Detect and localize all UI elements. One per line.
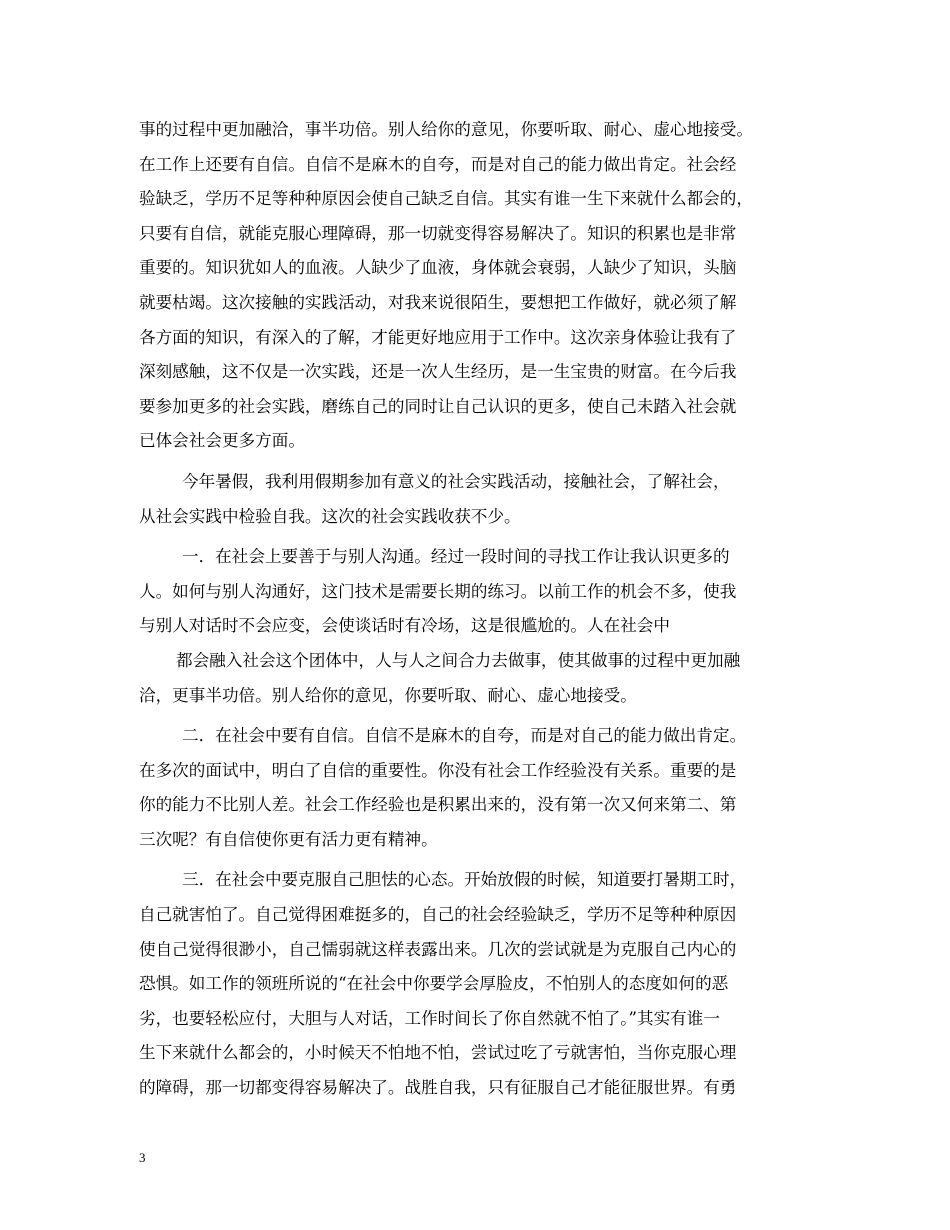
document-body [139,113,823,1106]
text-line: 使自己觉得很渺小，自己懦弱就这样表露出来。几次的尝试就是为克服自己内心的 [139,939,737,959]
text-line: 事的过程中更加融洽，事半功倍。别人给你的意见，你要听取、耐心、虚心地接受。 [139,120,753,139]
text-line: 劣，也要轻松应付，大胆与人对话，工作时间长了你自然就不怕了。”其实有谁一 [139,1008,720,1028]
text-line: 已体会社会更多方面。 [139,431,305,451]
section-one-heading-line: 一．在社会上要善于与别人沟通。经过一段时间的寻找工作让我认识更多的 [182,547,730,567]
text-line: 深刻感触，这不仅是一次实践，还是一次人生经历，是一生宝贵的财富。在今后我 [139,362,737,382]
text-line: 要参加更多的社会实践，磨练自己的同时让自己认识的更多，使自己未踏入社会就 [139,396,737,416]
text-line: 就要枯竭。这次接触的实践活动，对我来说很陌生，要想把工作做好，就必须了解 [139,292,737,312]
text-line: 人。如何与别人沟通好，这门技术是需要长期的练习。以前工作的机会不多，使我 [139,581,737,601]
text-line: 都会融入社会这个团体中，人与人之间合力去做事，使其做事的过程中更加融 [176,650,741,670]
text-line: 在多次的面试中，明白了自信的重要性。你没有社会工作经验没有关系。重要的是 [139,760,737,780]
text-line: 恐惧。如工作的领班所说的“在社会中你要学会厚脸皮，不怕别人的态度如何的恶 [139,974,729,994]
text-line: 自己就害怕了。自己觉得困难挺多的，自己的社会经验缺乏，学历不足等种种原因 [139,905,737,925]
text-line: 重要的。知识犹如人的血液。人缺少了血液，身体就会衰弱，人缺少了知识，头脑 [139,258,737,278]
page-number: 3 [139,1150,146,1165]
text-line: 验缺乏，学历不足等种种原因会使自己缺乏自信。其实有谁一生下来就什么都会的， [139,189,753,209]
text-line: 三次呢？有自信使你更有活力更有精神。 [139,829,438,849]
section-two-heading-line: 二．在社会中要有自信。自信不是麻木的自夸，而是对自己的能力做出肯定。 [182,726,747,746]
text-line: 的障碍，那一切都变得容易解决了。战胜自我，只有征服自己才能征服世界。有勇 [139,1078,737,1098]
text-line: 从社会实践中检验自我。这次的社会实践收获不少。 [139,506,521,526]
section-three-heading-line: 三．在社会中要克服自己胆怯的心态。开始放假的时候，知道要打暑期工时， [182,870,747,890]
text-line: 洽，更事半功倍。别人给你的意见，你要听取、耐心、虚心地接受。 [139,685,637,705]
text-line: 生下来就什么都会的，小时候天不怕地不怕，尝试过吃了亏就害怕，当你克服心理 [139,1043,737,1063]
text-line: 与别人对话时不会应变，会使谈话时有冷场，这是很尴尬的。人在社会中 [139,616,670,636]
text-line: 在工作上还要有自信。自信不是麻木的自夸，而是对自己的能力做出肯定。社会经 [139,154,737,174]
text-line: 各方面的知识，有深入的了解，才能更好地应用于工作中。这次亲身体验让我有了 [139,327,737,347]
text-line: 只要有自信，就能克服心理障碍，那一切就变得容易解决了。知识的积累也是非常 [139,223,737,243]
paragraph-first-line: 今年暑假，我利用假期参加有意义的社会实践活动，接触社会，了解社会， [182,471,730,491]
text-line: 你的能力不比别人差。社会工作经验也是积累出来的，没有第一次又何来第二、第 [139,795,737,815]
